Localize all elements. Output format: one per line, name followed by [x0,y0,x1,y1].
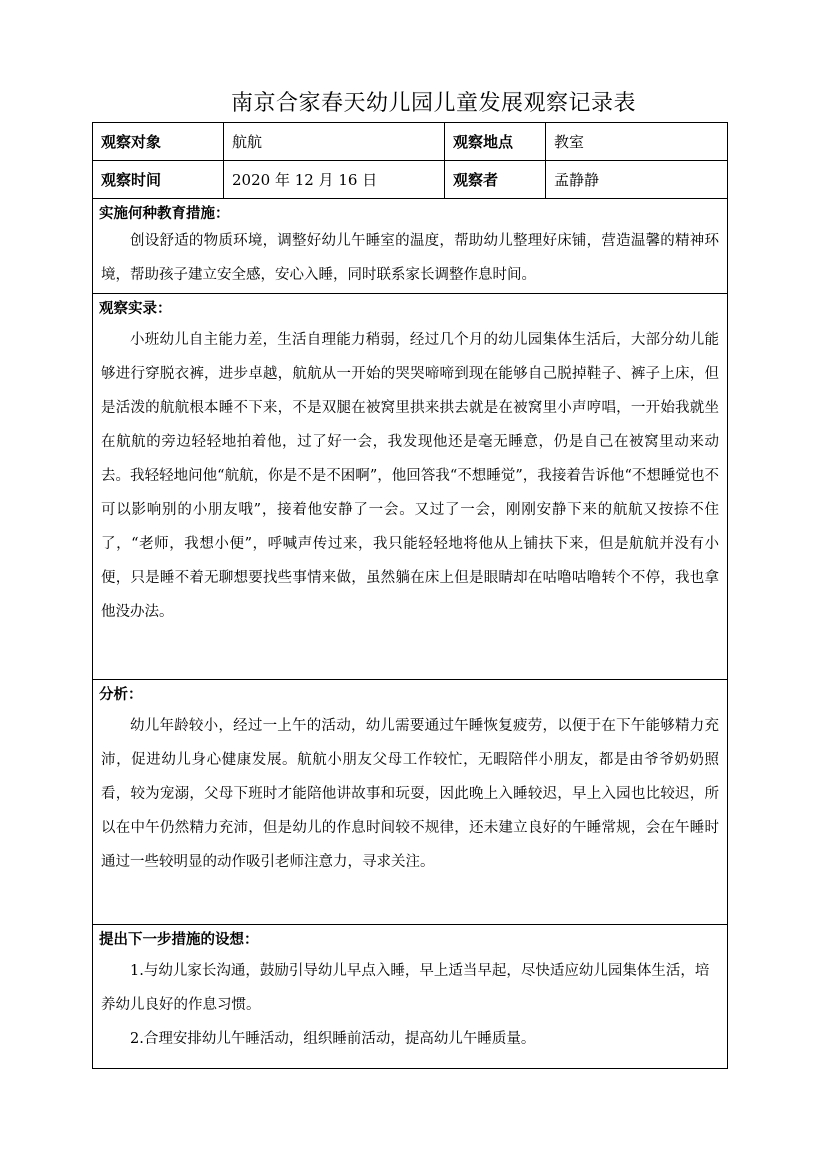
page-title: 南京合家春天幼儿园儿童发展观察记录表 [230,91,636,116]
analysis-text: 幼儿年龄较小，经过一上午的活动，幼儿需要通过午睡恢复疲劳，以便于在下午能够精力充沛，促进幼儿身心健康发展。航航小朋友父母工作较忙，无暇陪伴小朋友，都是由爷爷奶奶照看，较为宠溺，父母下班时才能陪他讲故事和玩耍，因此晚上入睡较迟，早上入园也比较迟，所以在中午仍然精力充沛，但是幼儿的作息时间较不规律，还未建立良好的午睡常规，会在午睡时通过一些较明显的动作吸引老师注意力，寻求关注。 [101,718,719,870]
record-section [93,294,727,680]
measures-heading: 实施何种教育措施： [99,205,230,222]
info-row-2 [93,161,727,199]
location-label: 观察地点 [445,123,546,160]
next-steps-section [93,925,727,1068]
record-heading: 观察实录： [99,300,172,317]
next-step-item: 1.与幼儿家长沟通，鼓励引导幼儿早点入睡，早上适当早起，尽快适应幼儿园集体生活，培养幼儿良好的作息习惯。 [101,963,710,1013]
measures-text: 创设舒适的物质环境，调整好幼儿午睡室的温度，帮助幼儿整理好床铺，营造温馨的精神环境，帮助孩子建立安全感，安心入睡，同时联系家长调整作息时间。 [101,233,719,283]
subject-label: 观察对象 [93,123,224,160]
analysis-section [93,680,727,925]
info-row-1 [93,123,727,161]
observation-table [92,122,728,1069]
subject-value: 航航 [224,123,445,160]
time-label: 观察时间 [93,161,224,198]
observer-label: 观察者 [445,161,546,198]
next-steps-heading: 提出下一步措施的设想： [99,931,259,948]
analysis-heading: 分析： [99,686,143,703]
location-value: 教室 [554,133,585,151]
measures-section [93,199,727,294]
observer-value: 孟静静 [554,171,600,189]
record-text: 小班幼儿自主能力差，生活自理能力稍弱，经过几个月的幼儿园集体生活后，大部分幼儿能够进行穿脱衣裤，进步卓越，航航从一开始的哭哭啼啼到现在能够自己脱掉鞋子、裤子上床，但是活泼的航航根本睡不下来，不是双腿在被窝里拱来拱去就是在被窝里小声哼唱，一开始我就坐在航航的旁边轻轻地拍着他，过了好一会，我发现他还是毫无睡意，仍是自己在被窝里动来动去。我轻轻地问他“航航，你是不是不困啊”，他回答我“不想睡觉”，我接着告诉他“不想睡觉也不可以影响别的小朋友哦”，接着他安静了一会。又过了一会，刚刚安静下来的航航又按捺不住了，“老师，我想小便”，呼喊声传过来，我只能轻轻地将他从上铺扶下来，但是航航并没有小便，只是睡不着无聊想要找些事情来做，虽然躺在床上但是眼睛却在咕噜咕噜转个不停，我也拿他没办法。 [101,332,719,620]
time-value: 2020 年 12 月 16 日 [224,161,445,198]
next-step-item: 2.合理安排幼儿午睡活动，组织睡前活动，提高幼儿午睡质量。 [130,1031,536,1047]
